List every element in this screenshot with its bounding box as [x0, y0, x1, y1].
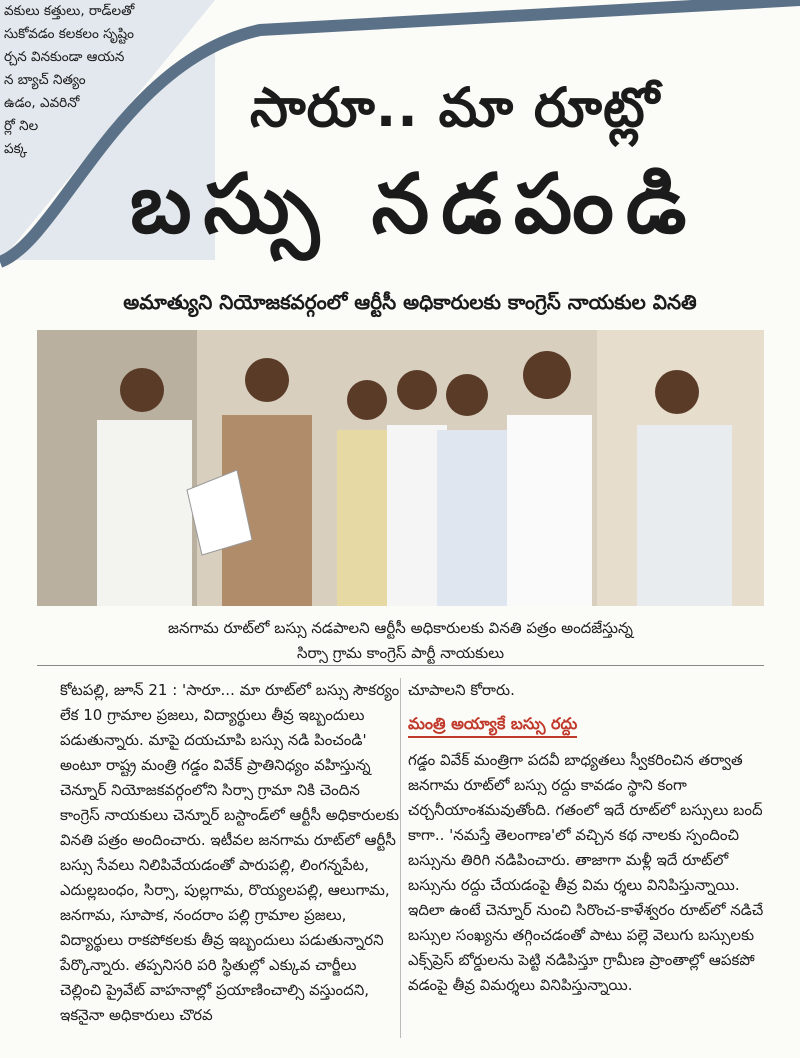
- caption-line-1: జనగామ రూట్‌లో బస్సు నడపాలని ఆర్టీసీ అధికారులకు వినతి పత్రం అందజేస్తున్న: [168, 619, 633, 637]
- group-photo-illustration: [37, 330, 764, 606]
- article-column-2: [408, 678, 768, 998]
- column-divider: [400, 678, 401, 1038]
- photo-caption: [37, 616, 764, 666]
- prev-line: సుకోవడం కలకలం సృష్టిం: [4, 26, 134, 42]
- headline-line-2: బస్సు నడపండి: [130, 157, 699, 252]
- column-2-lead: చూపాలని కోరారు.: [408, 681, 515, 699]
- subheading: మంత్రి అయ్యాకే బస్సు రద్దు: [408, 711, 577, 738]
- prev-line: పక్క: [4, 141, 28, 157]
- article-column-1: [60, 678, 400, 1028]
- news-photo: [37, 330, 764, 606]
- caption-line-2: సిర్సా గ్రామ కాంగ్రెస్ పార్టీ నాయకులు: [296, 644, 505, 662]
- prev-line: ర్లో నిల: [4, 118, 39, 134]
- curved-page-border: [0, 0, 800, 300]
- prev-line: ర్చన వినకుండా ఆయన: [4, 49, 125, 65]
- column-1-text: కోటపల్లి, జూన్ 21 : 'సారూ... మా రూట్‌లో బస్సు సౌకర్యం లేక 10 గ్రామాల ప్రజలు, విద్యార్థులు తీవ్ర ఇబ్బందులు పడుతున్నారు. మాపై దయచూపి బస్సు నడి పించండి' అంటూ రాష్ట్ర మంత్రి గడ్డం వివేక్ ప్రాతినిధ్యం వహిస్తున్న చెన్నూర్ నియోజకవర్గంలోని సిర్సా గ్రామా నికి చెందిన కాంగ్రెస్ నాయకులు చెన్నూర్ బస్టాండ్‌లో ఆర్టీసీ అధికారులకు వినతి పత్రం అందించారు. ఇటీవల జనగామ రూట్‌లో ఆర్టీసీ బస్సు సేవలు నిలిపివేయడంతో పారుపల్లి, లింగన్నపేట, ఎదుల్లబంధం, సిర్సా, పుల్లగామ, రొయ్యలపల్లి, ఆలుగామ, జనగామ, సూపాక, నందరాం పల్లి గ్రామాల ప్రజలు, విద్యార్థులు రాకపోకలకు తీవ్ర ఇబ్బందులు పడుతున్నారని పేర్కొన్నారు. తప్పనిసరి పరి స్థితుల్లో ఎక్కువ చార్జీలు చెల్లించి ప్రైవేట్ వాహనాల్లో ప్రయాణించాల్సి వస్తుందని, ఇకనైనా అధికారులు చొరవ: [60, 681, 400, 1024]
- prev-line: వకులు కత్తులు, రాడ్‌లతో: [4, 3, 135, 19]
- column-2-text: గడ్డం వివేక్ మంత్రిగా పదవీ బాధ్యతలు స్వీకరించిన తర్వాత జనగామ రూట్‌లో బస్సు రద్దు కావడం స్థాని కంగా చర్చనీయాంశమవుతోంది. గతంలో ఇదే రూట్‌లో బస్సులు బంద్ కాగా.. 'నమస్తే తెలంగాణ'లో వచ్చిన కథ నాలకు స్పందించి బస్సును తిరిగి నడిపించారు. తాజాగా మళ్లీ ఇదే రూట్‌లో బస్సును రద్దు చేయడంపై తీవ్ర విమ ర్శలు వినిపిస్తున్నాయి. ఇదిలా ఉంటే చెన్నూర్ నుంచి సిరొంచ-కాళేశ్వరం రూట్‌లో నడిచే బస్సుల సంఖ్యను తగ్గించడంతో పాటు పల్లె వెలుగు బస్సులకు ఎక్స్‌ప్రెస్ బోర్డులను పెట్టి నడిపిస్తూ గ్రామీణ ప్రాంతాల్లో ఆపకపో వడంపై తీవ్ర విమర్శలు వినిపిస్తున్నాయి.: [408, 751, 764, 994]
- caption-divider: [37, 665, 764, 666]
- headline-line-1: సారూ.. మా రూట్లో: [250, 76, 661, 139]
- prev-line: ఉడం, ఎవరినో: [4, 95, 80, 111]
- prev-line: న బ్యాచ్ నిత్యం: [4, 72, 86, 88]
- article-deck: అమాత్యుని నియోజకవర్గంలో ఆర్టీసీ అధికారులకు కాంగ్రెస్ నాయకుల వినతి: [123, 290, 697, 314]
